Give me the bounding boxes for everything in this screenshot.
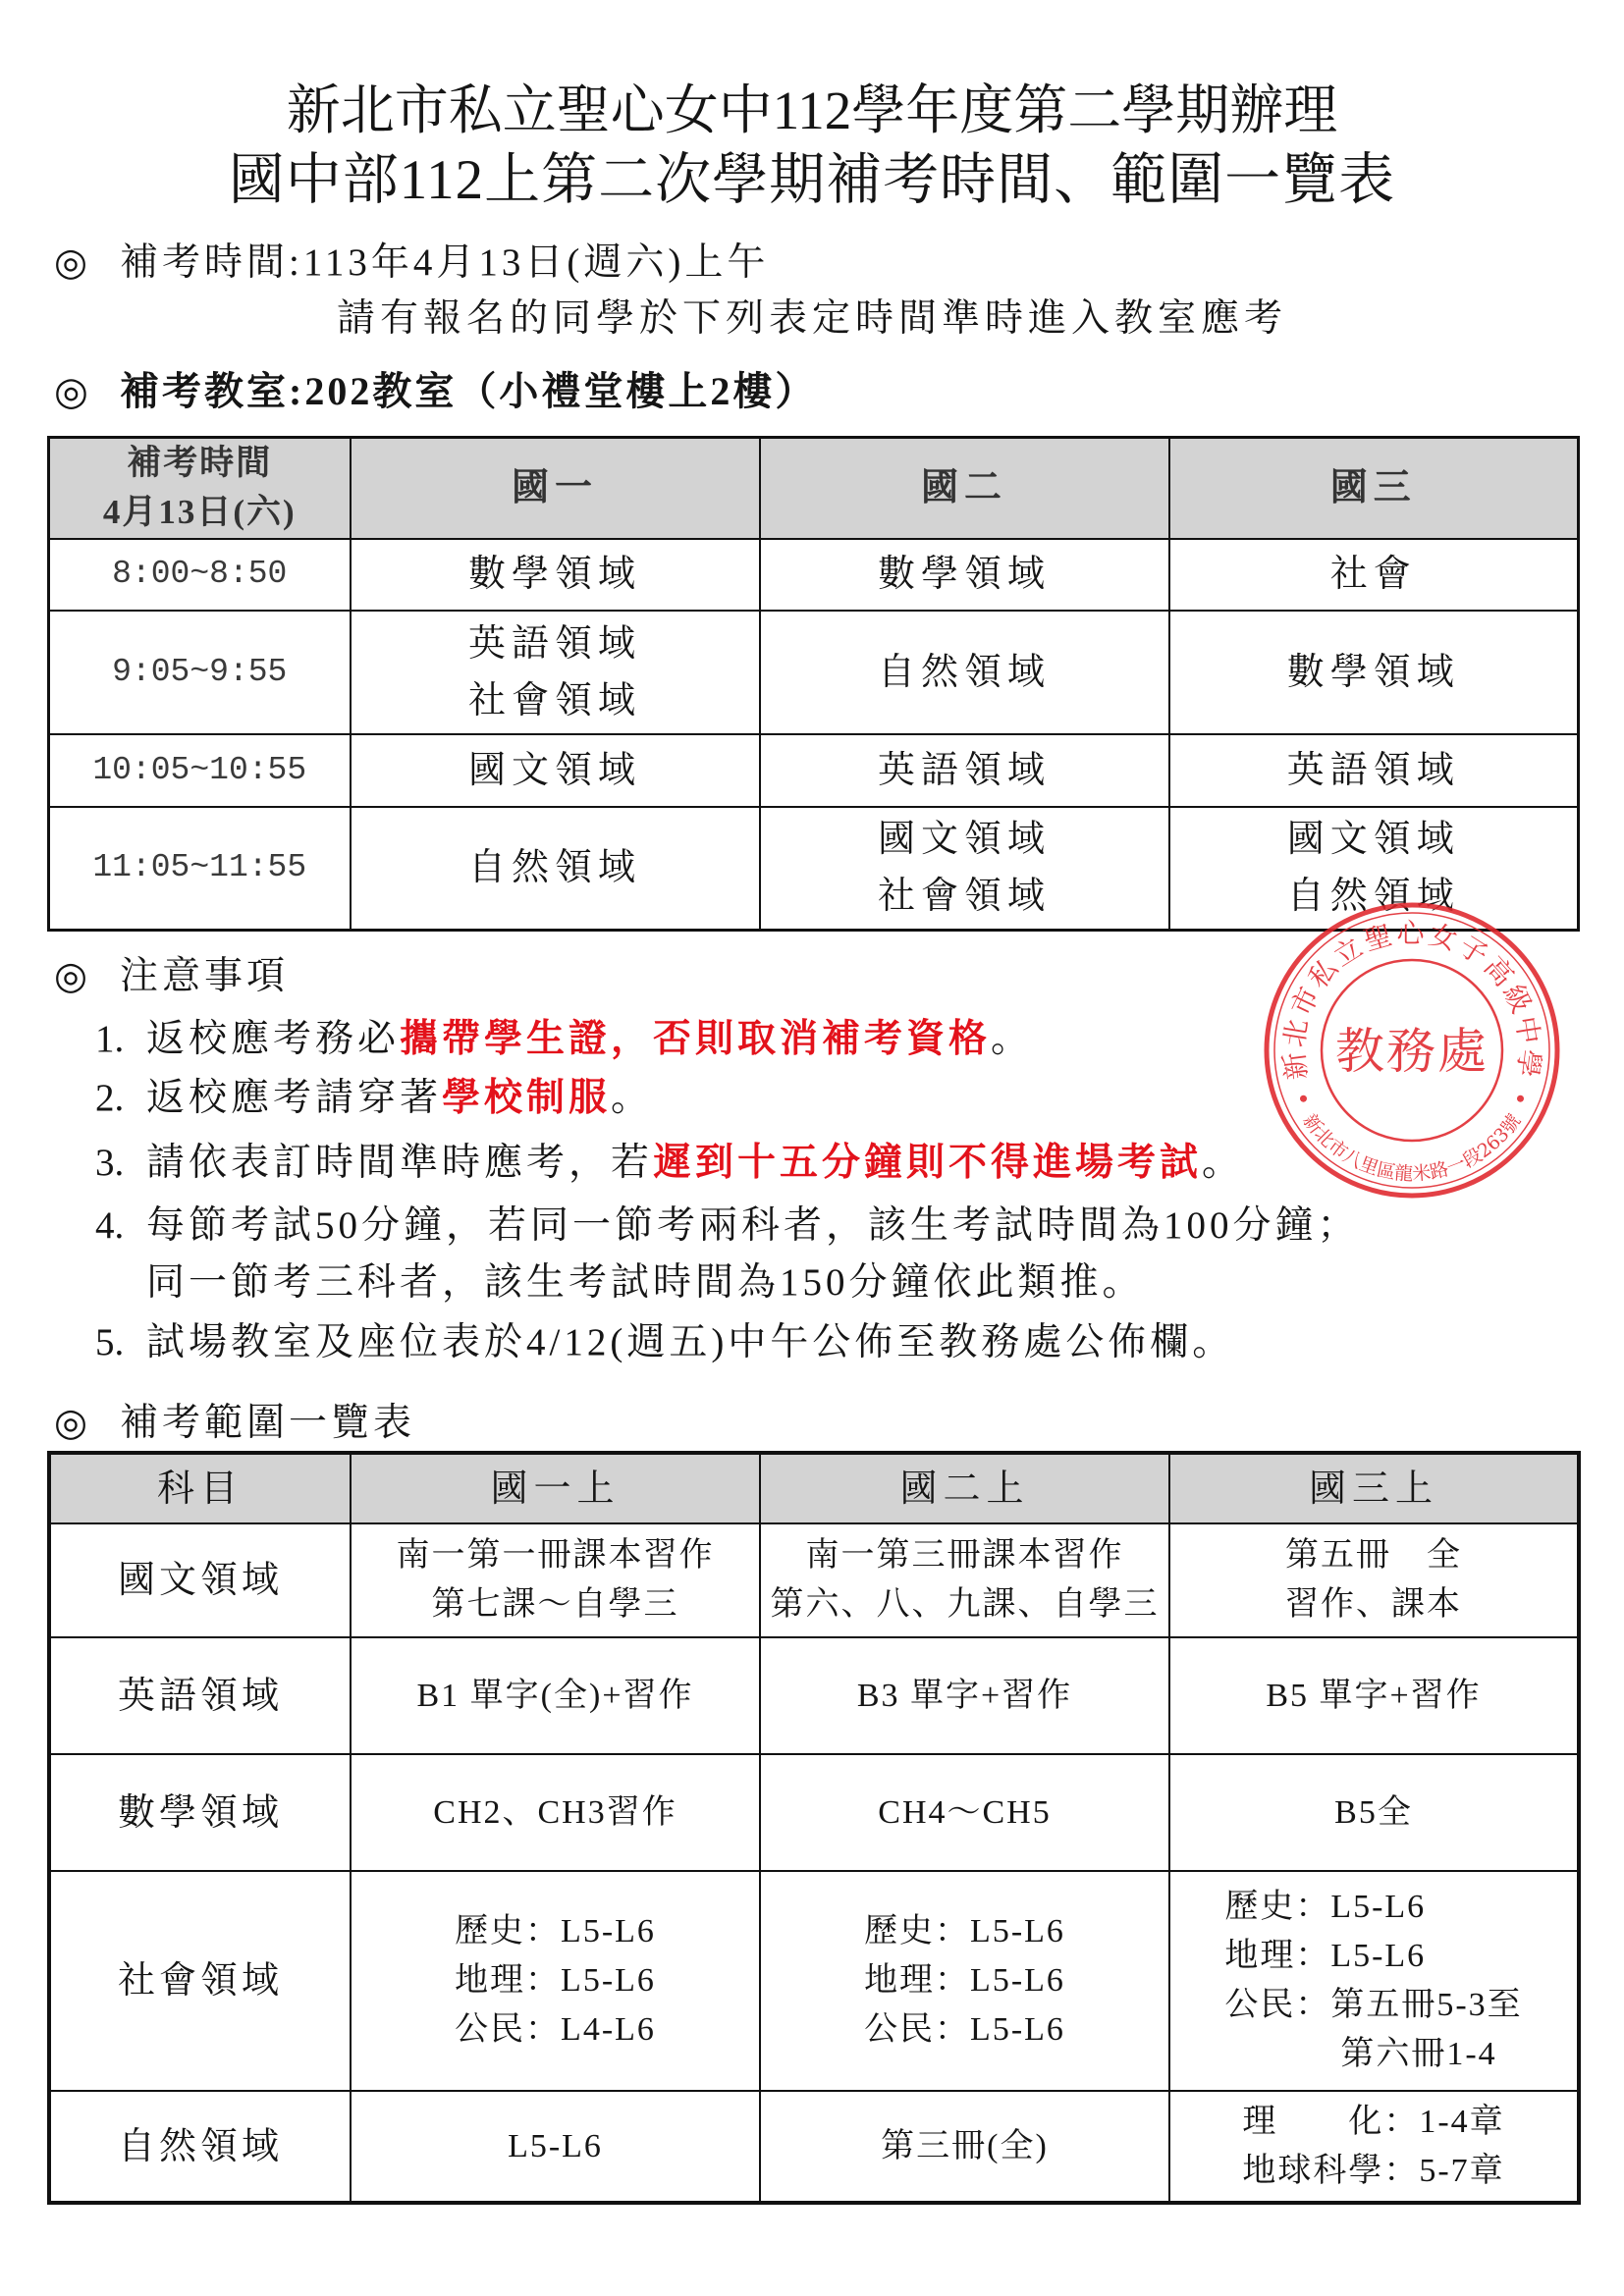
schedule-subject: 英語領域 bbox=[1286, 749, 1460, 791]
scope-line-block bbox=[1242, 2098, 1504, 2196]
bullet-marker-icon: ◎ bbox=[54, 369, 88, 413]
scope-line: B5全 bbox=[1334, 1793, 1413, 1831]
note-item-continuation: 同一節考三科者，該生考試時間為150分鐘依此類推。 bbox=[146, 1261, 1145, 1304]
scope-subject: 英語領域 bbox=[49, 1637, 351, 1754]
schedule-subject: 數學領域 bbox=[877, 554, 1051, 595]
schedule-header-grade: 國一 bbox=[351, 438, 760, 539]
schedule-subject: 自然領域 bbox=[467, 847, 641, 889]
scope-line: 地球科學：5-7章 bbox=[1242, 2152, 1505, 2189]
seal-separator-dot bbox=[1517, 1095, 1524, 1102]
note-text: 。 bbox=[1202, 1142, 1245, 1184]
schedule-subject: 社會領域 bbox=[877, 876, 1051, 918]
scope-cell bbox=[351, 2091, 760, 2203]
scope-row bbox=[49, 1871, 1579, 2091]
schedule-header-grade: 國二 bbox=[760, 438, 1169, 539]
schedule-row bbox=[49, 734, 1579, 807]
scope-cell bbox=[351, 1637, 760, 1754]
scope-line: B3 單字+習作 bbox=[856, 1677, 1073, 1714]
scope-line: 習作、課本 bbox=[1285, 1586, 1462, 1623]
scope-line: L5-L6 bbox=[508, 2127, 603, 2164]
scope-line: B1 單字(全)+習作 bbox=[416, 1677, 694, 1714]
schedule-subject: 自然領域 bbox=[877, 651, 1051, 693]
schedule-subject: 社會領域 bbox=[467, 679, 641, 721]
schedule-subject: 數學領域 bbox=[1286, 651, 1460, 693]
schedule-subject: 社會 bbox=[1329, 554, 1417, 595]
seal-top-text-path: 新北市私立聖心女子高級中學 bbox=[1277, 916, 1546, 1082]
document-title-line-1: 新北市私立聖心女中112學年度第二學期辦理 bbox=[286, 80, 1338, 140]
scope-line: 歷史：L5-L6 bbox=[455, 1913, 656, 1949]
schedule-subject: 國文領域 bbox=[877, 819, 1051, 861]
scope-line: CH2、CH3習作 bbox=[433, 1793, 677, 1831]
schedule-row bbox=[49, 611, 1579, 734]
schedule-time-slot: 11:05~11:55 bbox=[49, 807, 351, 931]
scope-header-cell: 國一上 bbox=[351, 1453, 760, 1523]
schedule-subject: 國文領域 bbox=[1286, 819, 1460, 861]
scope-line: 地理：L5-L6 bbox=[455, 1962, 656, 1999]
scope-line: 歷史：L5-L6 bbox=[864, 1913, 1065, 1949]
exam-schedule-table bbox=[47, 436, 1580, 932]
scope-cell bbox=[760, 1754, 1169, 1871]
schedule-subject-cell bbox=[1169, 611, 1579, 734]
bullet-marker-icon: ◎ bbox=[54, 241, 88, 284]
scope-line: 公民：L4-L6 bbox=[455, 2011, 656, 2048]
note-item bbox=[95, 1076, 653, 1121]
scope-line-block bbox=[1224, 1883, 1522, 2079]
note-text: 。 bbox=[991, 1018, 1034, 1060]
note-highlight: 攜帶學生證，否則取消補考資格 bbox=[400, 1018, 992, 1060]
scope-cell bbox=[760, 1871, 1169, 2091]
notes-heading bbox=[54, 954, 289, 999]
bullet-marker-icon: ◎ bbox=[54, 1402, 88, 1444]
exam-room-line bbox=[54, 369, 817, 414]
scope-line: CH4～CH5 bbox=[878, 1793, 1052, 1831]
scope-cell bbox=[1169, 1523, 1579, 1637]
scope-cell bbox=[351, 1871, 760, 2091]
scope-line: 第六、八、九課、自學三 bbox=[770, 1586, 1160, 1623]
note-highlight: 學校制服 bbox=[442, 1077, 612, 1119]
exam-scope-table bbox=[47, 1451, 1581, 2205]
schedule-header-time-label: 補考時間 bbox=[127, 444, 273, 483]
schedule-header-grade: 國三 bbox=[1169, 438, 1579, 539]
note-number: 3. bbox=[95, 1142, 125, 1184]
note-item bbox=[95, 1141, 1244, 1186]
note-number: 1. bbox=[95, 1018, 125, 1060]
schedule-subject: 數學領域 bbox=[467, 554, 641, 595]
seal-separator-dot bbox=[1300, 1095, 1307, 1102]
scope-cell bbox=[351, 1754, 760, 1871]
schedule-subject-cell bbox=[1169, 539, 1579, 611]
exam-time-line bbox=[54, 240, 769, 286]
scope-line: 理 化：1-4章 bbox=[1242, 2103, 1505, 2140]
seal-bottom-text-path: 新北市八里區龍米路一段263號 bbox=[1298, 1110, 1526, 1186]
scope-line: 第三冊(全) bbox=[881, 2127, 1049, 2164]
schedule-subject: 英語領域 bbox=[467, 622, 641, 665]
scope-header-row bbox=[49, 1453, 1579, 1523]
schedule-subject-cell bbox=[351, 611, 760, 734]
scope-row bbox=[49, 2091, 1579, 2203]
scope-cell bbox=[351, 1523, 760, 1637]
scope-cell bbox=[760, 1637, 1169, 1754]
scope-header-cell: 國三上 bbox=[1169, 1453, 1579, 1523]
schedule-subject: 英語領域 bbox=[877, 749, 1051, 791]
note-text: 。 bbox=[611, 1077, 654, 1119]
scope-heading-text: 補考範圍一覽表 bbox=[120, 1402, 416, 1444]
scope-line: 公民：第五冊5-3至 bbox=[1224, 1987, 1523, 2023]
scope-cell bbox=[1169, 1637, 1579, 1754]
scope-subject: 數學領域 bbox=[49, 1754, 351, 1871]
schedule-row bbox=[49, 539, 1579, 611]
scope-line: 第六冊1-4 bbox=[1340, 2036, 1497, 2072]
note-highlight: 遲到十五分鐘則不得進場考試 bbox=[653, 1142, 1203, 1184]
note-item bbox=[95, 1320, 1234, 1365]
scope-subject: 社會領域 bbox=[49, 1871, 351, 2091]
note-number: 4. bbox=[95, 1204, 125, 1247]
scope-header-cell: 國二上 bbox=[760, 1453, 1169, 1523]
scope-line: B5 單字+習作 bbox=[1266, 1677, 1482, 1714]
schedule-subject: 自然領域 bbox=[1286, 876, 1460, 918]
note-text: 返校應考請穿著 bbox=[146, 1077, 443, 1119]
scope-subject: 自然領域 bbox=[49, 2091, 351, 2203]
schedule-subject-cell bbox=[760, 539, 1169, 611]
scope-line: 第七課～自學三 bbox=[431, 1586, 679, 1623]
scope-line-block bbox=[455, 1907, 656, 2055]
scope-line: 第五冊 全 bbox=[1285, 1537, 1462, 1574]
schedule-subject-cell bbox=[760, 807, 1169, 931]
schedule-subject-cell bbox=[760, 734, 1169, 807]
scope-line: 地理：L5-L6 bbox=[1224, 1938, 1427, 1974]
academic-affairs-seal-icon bbox=[1260, 898, 1564, 1202]
scope-cell bbox=[1169, 1754, 1579, 1871]
scope-line-block bbox=[864, 1907, 1065, 2055]
note-item bbox=[95, 1017, 1033, 1062]
schedule-header-time bbox=[49, 438, 351, 539]
scope-line: 地理：L5-L6 bbox=[864, 1962, 1065, 1999]
scope-line: 南一第一冊課本習作 bbox=[396, 1537, 715, 1574]
note-text: 每節考試50分鐘，若同一節考兩科者，該生考試時間為100分鐘； bbox=[146, 1204, 1360, 1247]
schedule-subject: 國文領域 bbox=[467, 749, 641, 791]
scope-row bbox=[49, 1523, 1579, 1637]
exam-instruction: 請有報名的同學於下列表定時間準時進入教室應考 bbox=[337, 297, 1288, 340]
seal-center-text: 教務處 bbox=[1335, 1023, 1489, 1080]
schedule-time-slot: 8:00~8:50 bbox=[49, 539, 351, 611]
schedule-subject-cell bbox=[1169, 734, 1579, 807]
exam-room-text: 補考教室:202教室（小禮堂樓上2樓） bbox=[120, 369, 818, 413]
note-item bbox=[95, 1203, 1360, 1249]
bullet-marker-icon: ◎ bbox=[54, 955, 88, 997]
scope-cell bbox=[760, 1523, 1169, 1637]
schedule-header-row bbox=[49, 438, 1579, 539]
note-text: 試場教室及座位表於4/12(週五)中午公佈至教務處公佈欄。 bbox=[146, 1321, 1235, 1363]
scope-heading bbox=[54, 1401, 415, 1446]
schedule-time-slot: 9:05~9:55 bbox=[49, 611, 351, 734]
notes-heading-text: 注意事項 bbox=[120, 955, 290, 997]
document-title-line-2: 國中部112上第二次學期補考時間、範圍一覽表 bbox=[228, 149, 1396, 211]
scope-row bbox=[49, 1637, 1579, 1754]
scope-row bbox=[49, 1754, 1579, 1871]
scope-line: 公民：L5-L6 bbox=[864, 2011, 1065, 2048]
note-text: 請依表訂時間準時應考，若 bbox=[146, 1142, 654, 1184]
schedule-time-slot: 10:05~10:55 bbox=[49, 734, 351, 807]
scope-cell bbox=[1169, 2091, 1579, 2203]
scope-header-cell: 科目 bbox=[49, 1453, 351, 1523]
scope-subject: 國文領域 bbox=[49, 1523, 351, 1637]
exam-time-text: 補考時間:113年4月13日(週六)上午 bbox=[120, 241, 770, 284]
schedule-subject-cell bbox=[351, 539, 760, 611]
scope-line: 南一第三冊課本習作 bbox=[805, 1537, 1124, 1574]
schedule-subject-cell bbox=[351, 807, 760, 931]
note-number: 2. bbox=[95, 1077, 125, 1119]
scope-cell bbox=[1169, 1871, 1579, 2091]
schedule-subject-cell bbox=[760, 611, 1169, 734]
schedule-header-date: 4月13日(六) bbox=[102, 493, 297, 532]
note-number: 5. bbox=[95, 1321, 125, 1363]
note-text: 返校應考務必 bbox=[146, 1018, 401, 1060]
scope-cell bbox=[760, 2091, 1169, 2203]
scope-line: 歷史：L5-L6 bbox=[1224, 1889, 1427, 1925]
schedule-subject-cell bbox=[351, 734, 760, 807]
